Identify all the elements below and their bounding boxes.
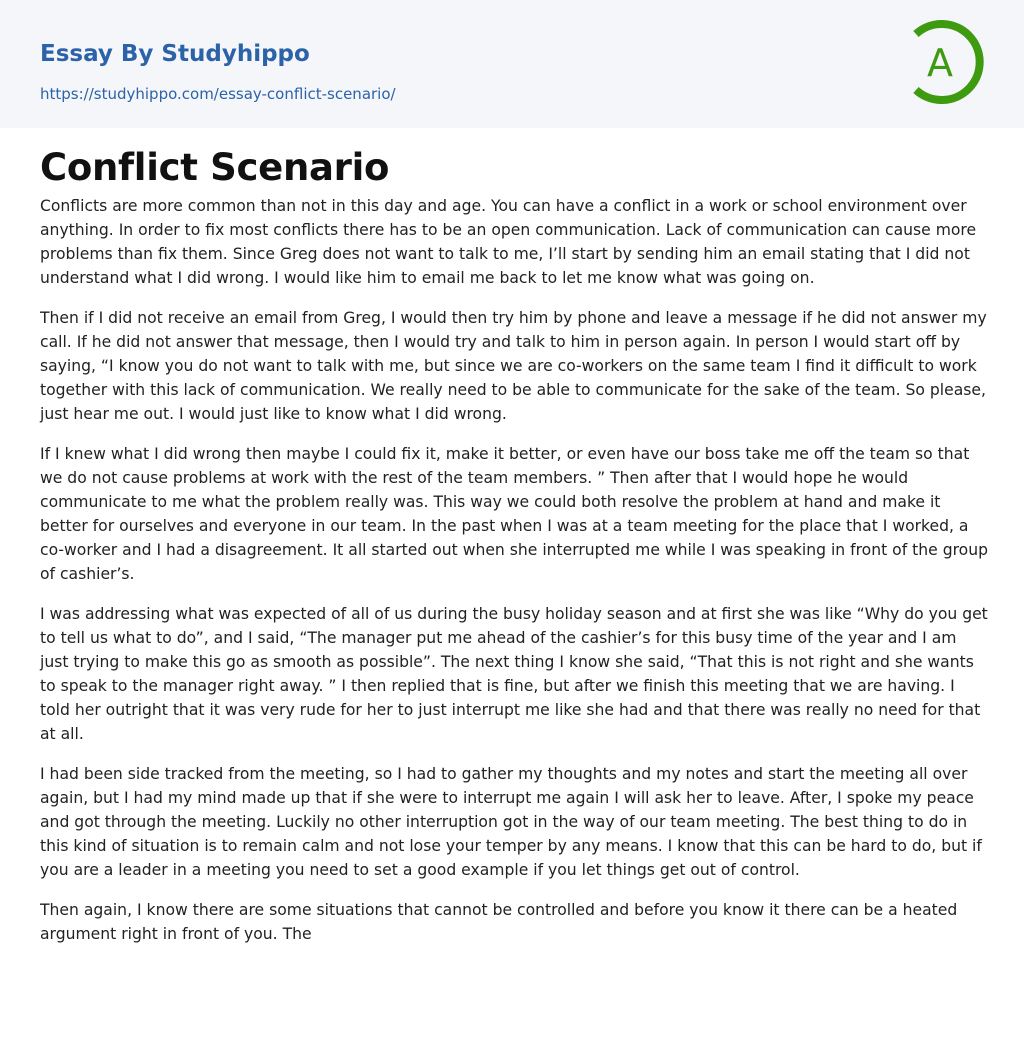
essay-paragraph: Conflicts are more common than not in this day and age. You can have a conflict in a work or school environment over anything. In order to fix most conflicts there has to be an open communication. Lack of communication can cause more problems than fix them. Since Greg does not want to talk to me, I’ll start by sending him an email stating that I did not understand what I did wrong. I would like him to email me back to let me know what was going on. xyxy=(40,197,977,287)
essay-paragraph: I had been side tracked from the meeting, so I had to gather my thoughts and my notes and start the meeting all over again, but I had my mind made up that if she were to interrupt me again I will ask her to leave. After, I spoke my peace and got through the meeting. Luckily no other interruption got in the way of our team meeting. The best thing to do in this kind of situation is to remain calm and not lose your temper by any means. I know that this can be hard to do, but if you are a leader in a meeting you need to set a good example if you let things get out of control. xyxy=(40,765,982,879)
essay-title: Conflict Scenario xyxy=(40,146,390,189)
essay-paragraph: If I knew what I did wrong then maybe I could fix it, make it better, or even have our boss take me off the team so that we do not cause problems at work with the rest of the team members. ” Then after that I would hope he would communicate to me what the problem really was. This way we could both resolve the problem at hand and make it better for ourselves and everyone in our team. In the past when I was at a team meeting for the place that I worked, a co-worker and I had a disagreement. It all started out when she interrupted me while I was speaking in front of the group of cashier’s. xyxy=(40,445,989,583)
site-header xyxy=(0,0,1024,128)
essay-paragraph: Then again, I know there are some situations that cannot be controlled and before you know it there can be a heated argument right in front of you. The xyxy=(40,901,958,943)
essay-body xyxy=(40,194,988,962)
logo-letter: A xyxy=(927,41,953,85)
studyhippo-logo[interactable] xyxy=(908,18,988,106)
essay-paragraph: I was addressing what was expected of all of us during the busy holiday season and at first she was like “Why do you get to tell us what to do”, and I said, “The manager put me ahead of the cashier’s for this busy time of the year and I am just trying to make this go as smooth as possible”. The next thing I know she said, “That this is not right and she wants to speak to the manager right away. ” I then replied that is fine, but after we finish this meeting that we are having. I told her outright that it was very rude for her to just interrupt me like she had and that there was really no need for that at all. xyxy=(40,605,988,743)
brand-title: Essay By Studyhippo xyxy=(40,41,310,67)
logo-ring-icon xyxy=(908,18,988,106)
essay-url-link[interactable]: https://studyhippo.com/essay-conflict-scenario/ xyxy=(40,85,396,103)
essay-paragraph: Then if I did not receive an email from Greg, I would then try him by phone and leave a message if he did not answer my call. If he did not answer that message, then I would try and talk to him in person again. In person I would start off by saying, “I know you do not want to talk with me, but since we are co-workers on the same team I find it difficult to work together with this lack of communication. We really need to be able to communicate for the sake of the team. So please, just hear me out. I would just like to know what I did wrong. xyxy=(40,309,987,423)
